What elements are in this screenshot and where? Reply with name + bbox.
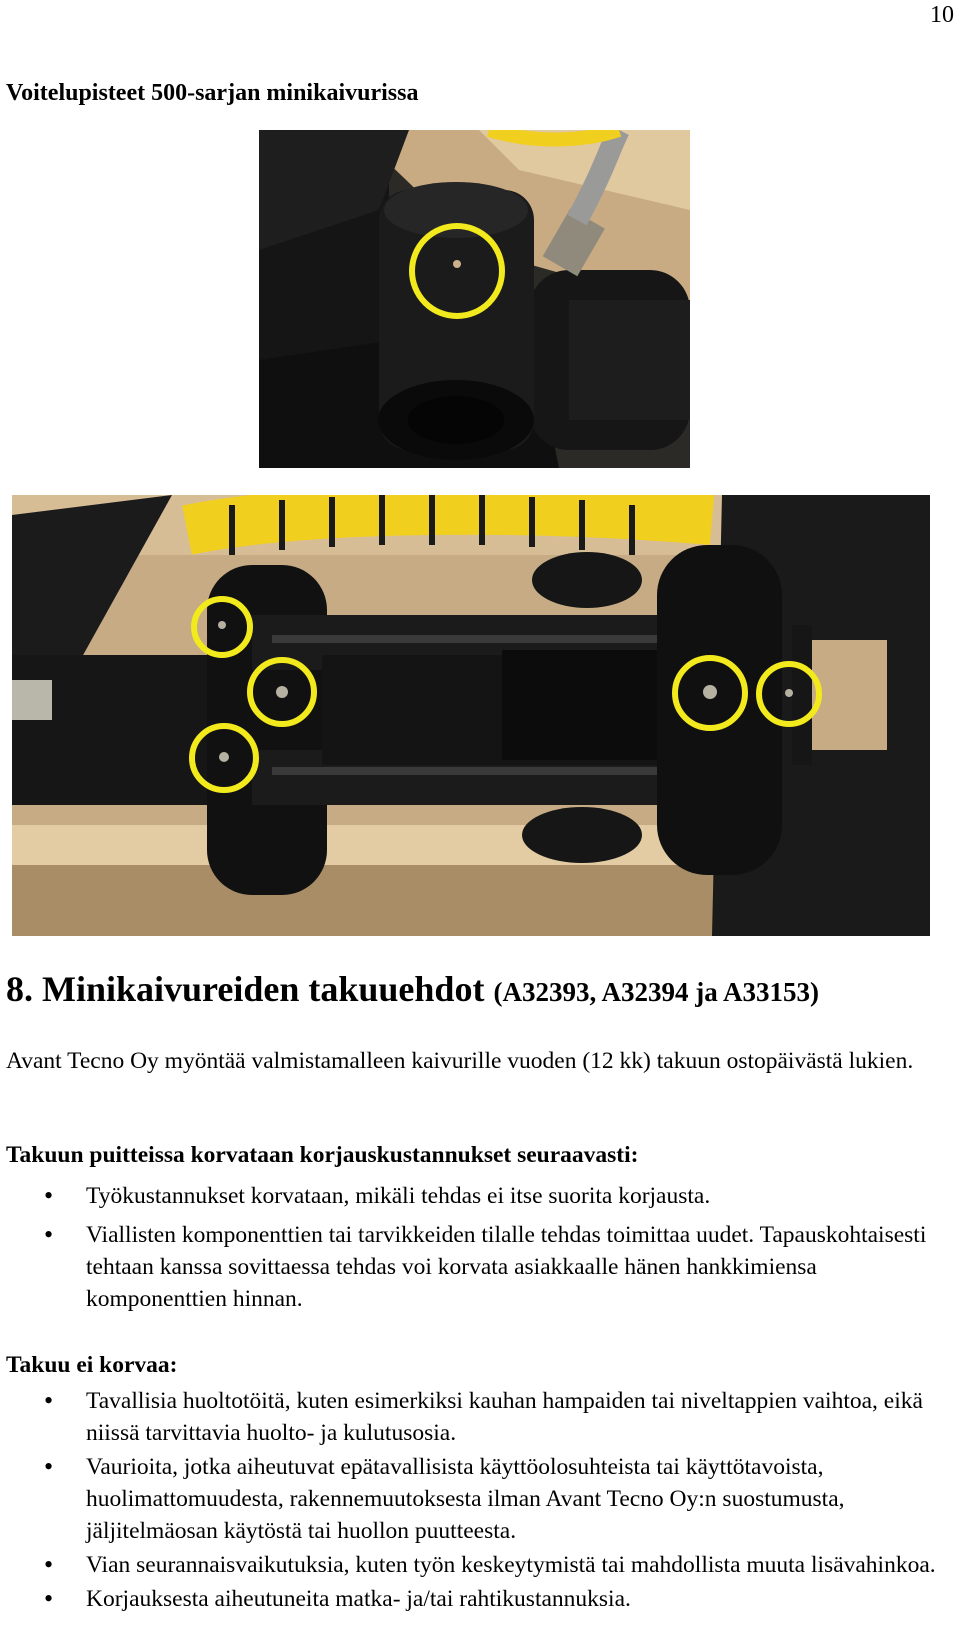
section-heading-models: (A32393, A32394 ja A33153): [493, 977, 819, 1007]
list-item: • Vaurioita, jotka aiheutuvat epätavallisista käyttöolosuhteista tai käyttötavoista, huolimattomuudesta, rakennemuutoksesta ilman Avant Tecno Oy:n suostumusta, jäljitelmäosan käytöstä tai huollon puutteesta.: [0, 1451, 950, 1547]
photo-cylinder-pivot: [259, 130, 690, 468]
list-item: • Korjauksesta aiheutuneita matka- ja/tai rahtikustannuksia.: [0, 1583, 950, 1615]
list-item: • Tavallisia huoltotöitä, kuten esimerkiksi kauhan hampaiden tai niveltappien vaihtoa, eikä niissä tarvittavia huolto- ja kulutusosia.: [0, 1385, 950, 1449]
intro-paragraph: Avant Tecno Oy myöntää valmistamalleen kaivurille vuoden (12 kk) takuun ostopäivästä lukien.: [6, 1048, 914, 1074]
not-covered-heading: Takuu ei korvaa:: [6, 1352, 178, 1378]
section-heading: [6, 968, 819, 1010]
photo-boom-linkage: [12, 495, 930, 936]
photo-cylinder-pivot-drawing: [259, 130, 690, 468]
list-item: • Viallisten komponenttien tai tarvikkeiden tilalle tehdas toimittaa uudet. Tapauskohtaisesti tehtaan kanssa sovittaessa tehdas voi korvata asiakkaalle hänen hankkimiensa komponenttien hinnan.: [0, 1219, 950, 1315]
covered-list: [0, 1180, 950, 1322]
covered-heading: Takuun puitteissa korvataan korjauskustannukset seuraavasti:: [6, 1142, 639, 1168]
photo-boom-linkage-drawing: [12, 495, 930, 936]
section-heading-title: 8. Minikaivureiden takuuehdot: [6, 969, 485, 1009]
list-item: • Työkustannukset korvataan, mikäli tehdas ei itse suorita korjausta.: [0, 1180, 950, 1212]
list-item: • Vian seurannaisvaikutuksia, kuten työn keskeytymistä tai mahdollista muuta lisävahinkoa.: [0, 1549, 950, 1581]
page-number: 10: [930, 2, 954, 28]
not-covered-list: [0, 1385, 950, 1617]
photo-caption: Voitelupisteet 500-sarjan minikaivurissa: [6, 80, 419, 106]
